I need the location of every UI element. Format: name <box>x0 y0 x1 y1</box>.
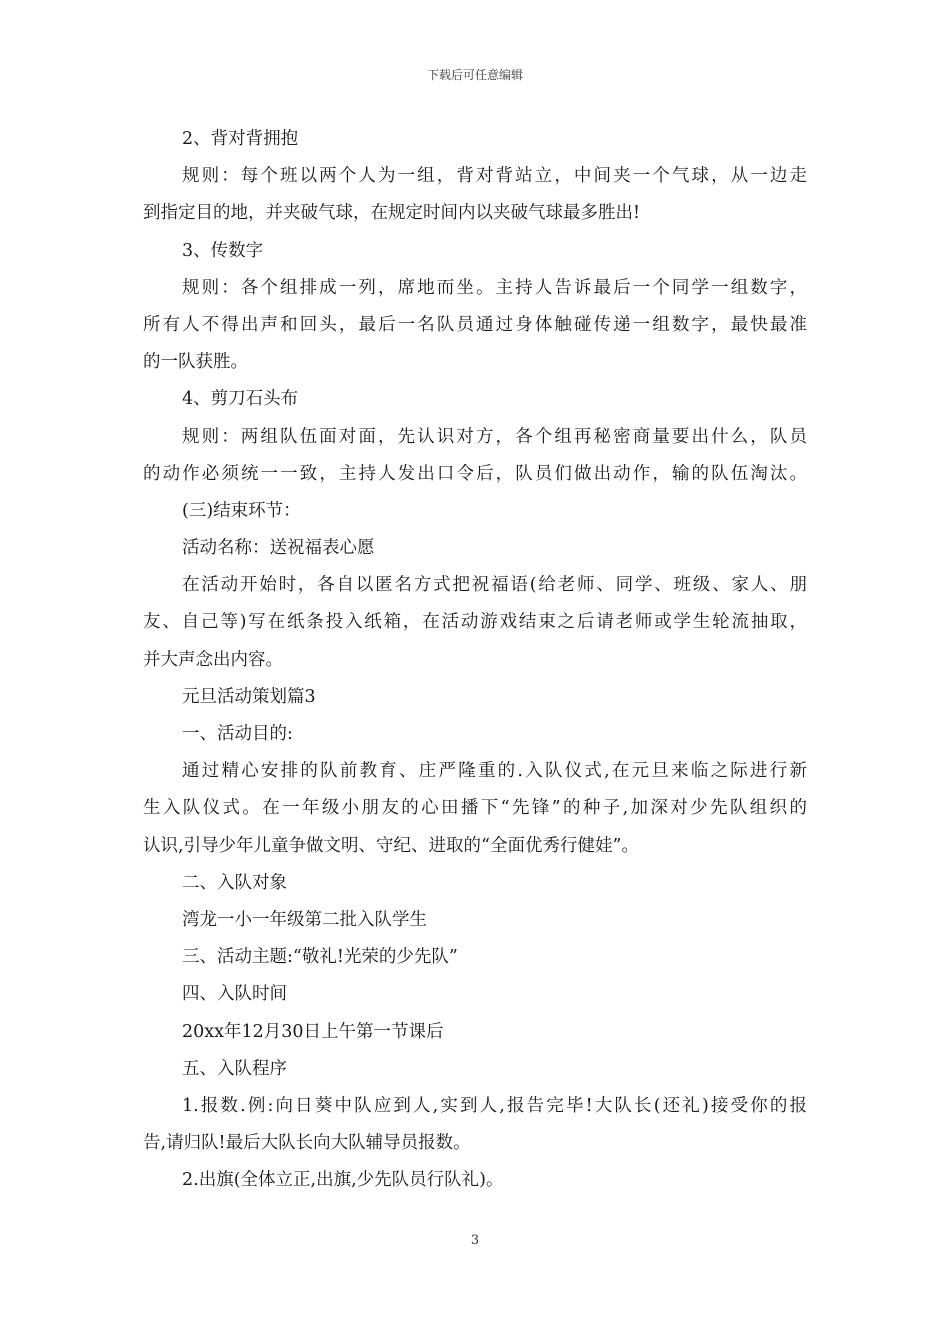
closing-desc-line-2: 友、自己等)写在纸条投入纸箱，在活动游戏结束之后请老师或学生轮流抽取， <box>143 612 807 633</box>
purpose-line-2: 生入队仪式。在一年级小朋友的心田播下“先锋”的种子,加深对少先队组织的 <box>143 798 807 819</box>
closing-desc-line-1: 在活动开始时，各自以匿名方式把祝福语(给老师、同学、班级、家人、朋 <box>182 575 807 596</box>
heading-rock-paper-scissors: 4、剪刀石头布 <box>182 389 299 410</box>
page-header: 下载后可任意编辑 <box>426 68 523 82</box>
document-body <box>143 121 807 1199</box>
rule-rps-line-2: 的动作必须统一一致，主持人发出口令后，队员们做出动作，输的队伍淘汰。 <box>143 463 807 484</box>
heading-target: 二、入队对象 <box>182 872 287 893</box>
heading-procedure: 五、入队程序 <box>182 1058 287 1079</box>
activity-name: 活动名称：送祝福表心愿 <box>182 538 375 559</box>
rule-pass-number-line-3: 的一队获胜。 <box>143 352 248 373</box>
target-text: 湾龙一小一年级第二批入队学生 <box>182 909 427 930</box>
rule-rps-line-1: 规则：两组队伍面对面，先认识对方，各个组再秘密商量要出什么，队员 <box>182 426 807 447</box>
heading-pass-number: 3、传数字 <box>182 240 264 261</box>
rule-back-to-back-line-1: 规则：每个班以两个人为一组，背对背站立，中间夹一个气球，从一边走 <box>182 166 807 187</box>
page-number: 3 <box>470 1233 480 1248</box>
procedure-step-2: 2.出旗(全体立正,出旗,少先队员行队礼)。 <box>182 1170 504 1191</box>
procedure-step-1-line-1: 1.报数.例:向日葵中队应到人,实到人,报告完毕!大队长(还礼)接受你的报 <box>182 1095 807 1116</box>
heading-closing-segment: (三)结束环节： <box>182 500 301 521</box>
procedure-step-1-line-2: 告,请归队!最后大队长向大队辅导员报数。 <box>143 1133 471 1154</box>
purpose-line-3: 认识,引导少年儿童争做文明、守纪、进取的“全面优秀行健娃”。 <box>143 835 639 856</box>
section-title-plan-3: 元旦活动策划篇3 <box>182 686 316 707</box>
time-text: 20xx年12月30日上午第一节课后 <box>182 1021 444 1042</box>
rule-pass-number-line-1: 规则：各个组排成一列，席地而坐。主持人告诉最后一个同学一组数字， <box>182 277 807 298</box>
rule-pass-number-line-2: 所有人不得出声和回头，最后一名队员通过身体触碰传递一组数字，最快最准 <box>143 314 807 335</box>
heading-time: 四、入队时间 <box>182 984 287 1005</box>
closing-desc-line-3: 并大声念出内容。 <box>143 649 283 670</box>
heading-theme: 三、活动主题:“敬礼!光荣的少先队” <box>182 947 458 968</box>
rule-back-to-back-line-2: 到指定目的地，并夹破气球，在规定时间内以夹破气球最多胜出! <box>143 203 641 224</box>
heading-purpose: 一、活动目的: <box>182 724 293 744</box>
purpose-line-1: 通过精心安排的队前教育、庄严隆重的.入队仪式,在元旦来临之际进行新 <box>182 761 807 782</box>
heading-back-to-back-hug: 2、背对背拥抱 <box>182 129 299 149</box>
